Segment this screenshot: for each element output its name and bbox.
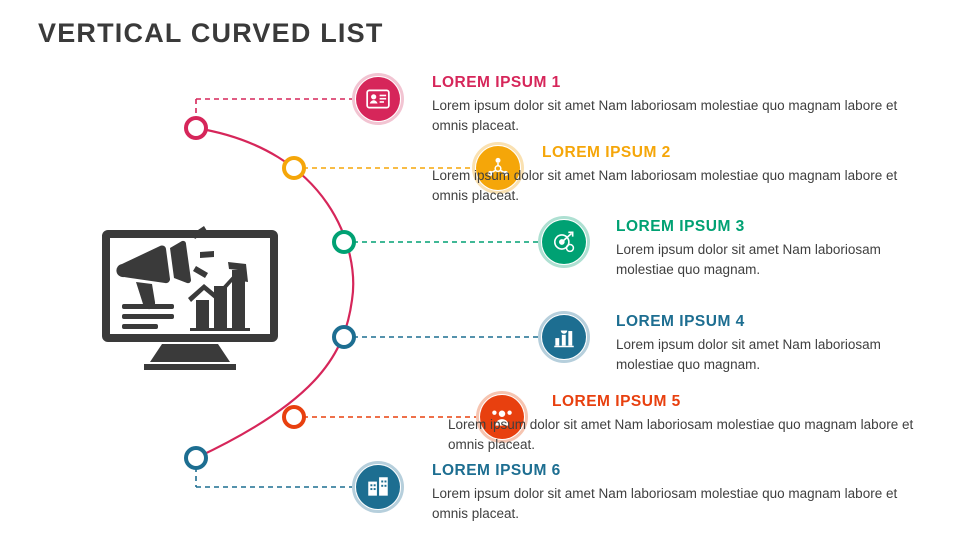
- bar-chart-trophy-icon: [551, 324, 577, 350]
- item-heading-5: LOREM IPSUM 5: [552, 393, 681, 410]
- curve-ring-4: [332, 325, 356, 349]
- item-heading-3: LOREM IPSUM 3: [616, 218, 745, 235]
- id-card-icon: [365, 86, 391, 112]
- item-block-5: [448, 393, 952, 454]
- curve-ring-2: [282, 156, 306, 180]
- curve-ring-6: [184, 446, 208, 470]
- item-block-2: [432, 144, 942, 205]
- item-body-3: Lorem ipsum dolor sit amet Nam laboriosam molestiae quo magnam.: [616, 242, 881, 277]
- item-body-4: Lorem ipsum dolor sit amet Nam laboriosam molestiae quo magnam.: [616, 337, 881, 372]
- target-gear-icon: [551, 229, 577, 255]
- item-heading-1: LOREM IPSUM 1: [432, 74, 561, 91]
- item-block-3: [616, 218, 956, 279]
- item-heading-6: LOREM IPSUM 6: [432, 462, 561, 479]
- item-block-6: [432, 462, 912, 523]
- node-icon-4[interactable]: [538, 311, 590, 363]
- item-block-1: [432, 74, 912, 135]
- item-heading-4: LOREM IPSUM 4: [616, 313, 745, 330]
- buildings-icon: [365, 474, 391, 500]
- node-icon-1[interactable]: [352, 73, 404, 125]
- item-body-6: Lorem ipsum dolor sit amet Nam laboriosam molestiae quo magnam labore et omnis placeat.: [432, 486, 898, 521]
- node-icon-6[interactable]: [352, 461, 404, 513]
- page-title: VERTICAL CURVED LIST: [38, 18, 384, 48]
- item-body-1: Lorem ipsum dolor sit amet Nam laboriosam molestiae quo magnam labore et omnis placeat.: [432, 98, 898, 133]
- item-block-4: [616, 313, 956, 374]
- curve-ring-5: [282, 405, 306, 429]
- item-body-5: Lorem ipsum dolor sit amet Nam laboriosam molestiae quo magnam labore et omnis placeat.: [448, 417, 914, 452]
- curve-ring-3: [332, 230, 356, 254]
- node-icon-3[interactable]: [538, 216, 590, 268]
- curve-ring-1: [184, 116, 208, 140]
- item-heading-2: LOREM IPSUM 2: [542, 144, 671, 161]
- item-body-2: Lorem ipsum dolor sit amet Nam laboriosam molestiae quo magnam labore et omnis placeat.: [432, 168, 898, 203]
- megaphone-chart-monitor-illustration: [100, 212, 280, 372]
